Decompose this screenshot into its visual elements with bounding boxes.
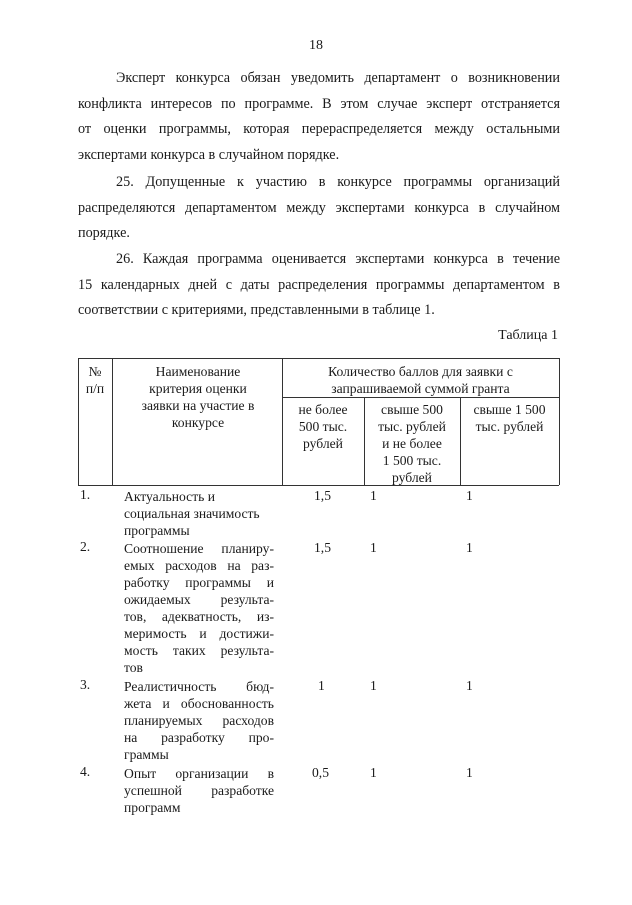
header-num-line: п/п xyxy=(85,381,105,396)
row-number: 4. xyxy=(80,764,91,779)
score-up-to-500k: 1,5 xyxy=(314,540,331,555)
table-border-right xyxy=(559,358,560,485)
criterion-line: Опыт организации в xyxy=(124,766,274,781)
row-criterion xyxy=(124,488,274,539)
score-500k-to-1500k: 1 xyxy=(370,765,377,780)
table-border-col1 xyxy=(112,358,113,485)
paragraph-line: конфликта интересов по программе. В этом случае эксперт отстраняется xyxy=(78,95,560,112)
paragraph-item-26 xyxy=(78,247,560,324)
header-up-to-500k xyxy=(282,401,364,452)
header-criterion-line: критерия оценки xyxy=(149,381,247,396)
paragraph-line: 25. Допущенные к участию в конкурсе программы организаций xyxy=(116,174,560,190)
criterion-line: программы xyxy=(124,523,190,538)
header-group-line: запрашиваемой суммой гранта xyxy=(331,381,510,396)
page-number: 18 xyxy=(309,38,323,53)
table-border-header xyxy=(78,485,559,486)
score-up-to-500k: 1 xyxy=(318,678,325,693)
score-500k-to-1500k: 1 xyxy=(370,540,377,555)
header-criterion xyxy=(114,363,282,431)
header-500k-to-1500k xyxy=(364,401,460,486)
score-up-to-500k: 1,5 xyxy=(314,488,331,503)
row-number: 2. xyxy=(80,539,91,554)
score-over-1500k: 1 xyxy=(466,488,473,503)
paragraph-line: соответствии с критериями, представленными в таблице 1. xyxy=(78,302,435,318)
paragraph-line: от оценки программы, которая перераспределяется между остальными xyxy=(78,121,560,137)
header-criterion-line: заявки на участие в xyxy=(141,398,255,413)
criterion-line: мость таких результа- xyxy=(124,643,274,658)
criterion-line: Соотношение планиру- xyxy=(124,541,274,556)
paragraph-line: экспертами конкурса в случайном порядке. xyxy=(78,146,340,163)
header-num-line: № xyxy=(88,364,102,379)
header-sub-line: не более xyxy=(298,402,348,417)
header-sub-line: рублей xyxy=(392,470,432,485)
criterion-line: успешной разработке xyxy=(124,783,274,798)
header-sub-line: свыше 500 xyxy=(381,402,443,417)
score-500k-to-1500k: 1 xyxy=(370,678,377,693)
row-criterion xyxy=(124,678,274,763)
score-over-1500k: 1 xyxy=(466,678,473,693)
header-sub-line: 1 500 тыс. xyxy=(382,453,442,468)
paragraph-expert-conflict xyxy=(78,66,560,168)
criterion-line: емых расходов на раз- xyxy=(124,558,274,573)
criterion-line: тов xyxy=(124,660,143,675)
header-sub-line: свыше 1 500 xyxy=(473,402,546,417)
criterion-line: планируемых расходов xyxy=(124,713,274,728)
paragraph-line: Эксперт конкурса обязан уведомить департамент о возникновении xyxy=(116,70,560,86)
row-criterion xyxy=(124,540,274,676)
row-criterion xyxy=(124,765,274,816)
table-border-top xyxy=(78,358,559,359)
criterion-line: меримость и достижи- xyxy=(124,626,274,641)
header-sub-line: тыс. рублей xyxy=(378,419,446,434)
criterion-line: Актуальность и xyxy=(124,489,216,504)
paragraph-item-25 xyxy=(78,170,560,247)
score-500k-to-1500k: 1 xyxy=(370,488,377,503)
score-over-1500k: 1 xyxy=(466,765,473,780)
criterion-line: Реалистичность бюд- xyxy=(124,679,274,694)
header-sub-line: тыс. рублей xyxy=(475,419,544,434)
header-over-1500k xyxy=(460,401,559,435)
paragraph-line: 26. Каждая программа оценивается экспертами конкурса в течение xyxy=(116,251,560,267)
criterion-line: ожидаемых результа- xyxy=(124,592,274,607)
paragraph-line: 15 календарных дней с даты распределения программы департаментом в xyxy=(78,276,560,293)
header-sub-line: и не более xyxy=(382,436,442,451)
paragraph-line: распределяются департаментом между экспертами конкурса в случайном xyxy=(78,199,560,216)
header-sub-line: рублей xyxy=(303,436,343,451)
header-score-group xyxy=(282,363,559,397)
score-over-1500k: 1 xyxy=(466,540,473,555)
criterion-line: работку программы и xyxy=(124,575,274,590)
criterion-line: на разработку про- xyxy=(124,730,274,745)
row-number: 1. xyxy=(80,487,91,502)
header-criterion-line: конкурсе xyxy=(171,415,225,430)
header-group-line: Количество баллов для заявки с xyxy=(328,364,513,379)
criterion-line: граммы xyxy=(124,747,169,762)
header-criterion-line: Наименование xyxy=(155,364,241,379)
criterion-line: программ xyxy=(124,800,181,815)
table-border-group xyxy=(282,397,559,398)
paragraph-line: порядке. xyxy=(78,225,130,241)
criterion-line: жета и обоснованность xyxy=(124,696,274,711)
header-num xyxy=(78,363,112,397)
criterion-line: тов, адекватность, из- xyxy=(124,609,274,624)
score-up-to-500k: 0,5 xyxy=(312,765,329,780)
row-number: 3. xyxy=(80,677,91,692)
header-sub-line: 500 тыс. xyxy=(298,419,348,434)
criterion-line: социальная значимость xyxy=(124,506,260,521)
table-caption: Таблица 1 xyxy=(498,328,558,343)
